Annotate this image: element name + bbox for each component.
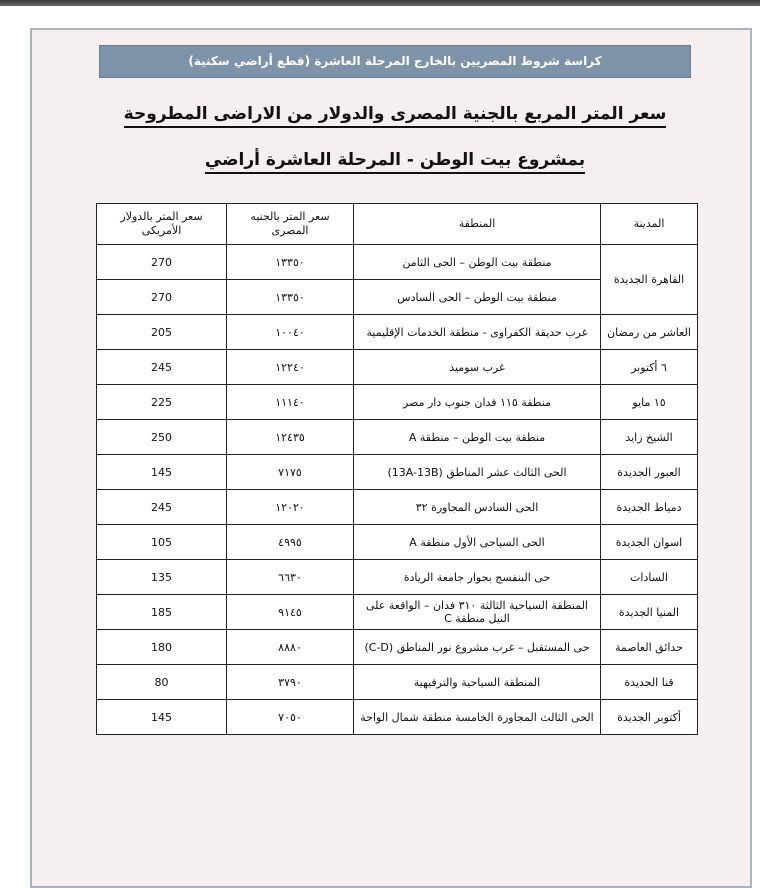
cell-price-egp: ١٣٣٥٠ [227, 280, 354, 315]
cell-city: قنا الجديدة [601, 665, 698, 700]
cell-area: المنطقة السياحية والترفيهية [354, 665, 601, 700]
cell-price-usd: 245 [97, 490, 227, 525]
cell-price-usd: 105 [97, 525, 227, 560]
cell-price-egp: ٧١٧٥ [227, 455, 354, 490]
cell-price-egp: ٤٩٩٥ [227, 525, 354, 560]
table-row [97, 455, 698, 490]
cell-price-egp: ٧٠٥٠ [227, 700, 354, 735]
table-row [97, 350, 698, 385]
cell-price-egp: ١٢٠٢٠ [227, 490, 354, 525]
table-body [97, 245, 698, 735]
page-subtitle [110, 150, 680, 170]
cell-city: الشيخ زايد [601, 420, 698, 455]
cell-city: العبور الجديدة [601, 455, 698, 490]
price-table [96, 203, 698, 735]
cell-price-usd: 145 [97, 455, 227, 490]
cell-area: غرب سوميد [354, 350, 601, 385]
cell-price-egp: ١٠٠٤٠ [227, 315, 354, 350]
cell-price-usd: 245 [97, 350, 227, 385]
cell-area: حى المستقبل – غرب مشروع نور المناطق (C-D) [354, 630, 601, 665]
document-banner: كراسة شروط المصريين بالخارج المرحلة العاشرة (قطع أراضي سكنية) [99, 45, 691, 78]
header-city: المدينة [601, 204, 698, 245]
cell-price-usd: 270 [97, 245, 227, 280]
cell-city: أكتوبر الجديدة [601, 700, 698, 735]
cell-price-usd: 225 [97, 385, 227, 420]
cell-price-egp: ٩١٤٥ [227, 595, 354, 630]
table-row [97, 630, 698, 665]
cell-city: القاهرة الجديدة [601, 245, 698, 315]
cell-city: العاشر من رمضان [601, 315, 698, 350]
cell-area: منطقة ١١٥ فدان جنوب دار مصر [354, 385, 601, 420]
cell-price-usd: 205 [97, 315, 227, 350]
cell-price-usd: 80 [97, 665, 227, 700]
cell-price-usd: 185 [97, 595, 227, 630]
cell-area: الحى الثالث المجاورة الخامسة منطقة شمال الواحة [354, 700, 601, 735]
cell-price-egp: ٣٧٩٠ [227, 665, 354, 700]
page-title-line-2: بمشروع بيت الوطن - المرحلة العاشرة أراضي [205, 150, 585, 174]
table-row [97, 560, 698, 595]
table-row [97, 595, 698, 630]
cell-price-usd: 270 [97, 280, 227, 315]
cell-area: حى البنفسج بجوار جامعة الريادة [354, 560, 601, 595]
cell-price-usd: 250 [97, 420, 227, 455]
cell-city: السادات [601, 560, 698, 595]
cell-city: المنيا الجديدة [601, 595, 698, 630]
cell-price-egp: ٦٦٣٠ [227, 560, 354, 595]
cell-city: دمياط الجديدة [601, 490, 698, 525]
cell-price-egp: ١٣٣٥٠ [227, 245, 354, 280]
table-row [97, 420, 698, 455]
page-title-line-1: سعر المتر المربع بالجنية المصرى والدولار من الاراضى المطروحة [124, 104, 667, 128]
cell-price-egp: ١١١٤٠ [227, 385, 354, 420]
table-row [97, 665, 698, 700]
cell-city: ١٥ مايو [601, 385, 698, 420]
cell-area: الحى الثالث عشر المناطق (13A-13B) [354, 455, 601, 490]
cell-area: منطقة بيت الوطن – الحى السادس [354, 280, 601, 315]
cell-area: منطقة بيت الوطن – منطقة A [354, 420, 601, 455]
page-title [110, 104, 680, 124]
table-header-row [97, 204, 698, 245]
table-row [97, 245, 698, 280]
cell-price-usd: 145 [97, 700, 227, 735]
cell-area: الحى السادس المجاورة ٣٢ [354, 490, 601, 525]
cell-area: الحى السياحى الأول منطقة A [354, 525, 601, 560]
table-row [97, 525, 698, 560]
table-row [97, 315, 698, 350]
header-area: المنطقة [354, 204, 601, 245]
cell-price-egp: ١٢٤٣٥ [227, 420, 354, 455]
cell-area: منطقة بيت الوطن – الحى الثامن [354, 245, 601, 280]
header-price-usd: سعر المتر بالدولار الأمريكى [97, 204, 227, 245]
cell-price-egp: ٨٨٨٠ [227, 630, 354, 665]
table-row [97, 490, 698, 525]
top-edge [0, 0, 760, 6]
table-row [97, 385, 698, 420]
cell-city: حدائق العاصمة [601, 630, 698, 665]
cell-area: غرب حديقة الكفراوى - منطقة الخدمات الإقليمية [354, 315, 601, 350]
cell-price-usd: 180 [97, 630, 227, 665]
cell-city: اسوان الجديدة [601, 525, 698, 560]
header-price-egp: سعر المتر بالجنيه المصرى [227, 204, 354, 245]
cell-area: المنطقة السياحية الثالثة ٣١٠ فدان – الواقعة على النيل منطقة C [354, 595, 601, 630]
cell-price-usd: 135 [97, 560, 227, 595]
cell-city: ٦ أكتوبر [601, 350, 698, 385]
table-row [97, 700, 698, 735]
cell-price-egp: ١٢٢٤٠ [227, 350, 354, 385]
